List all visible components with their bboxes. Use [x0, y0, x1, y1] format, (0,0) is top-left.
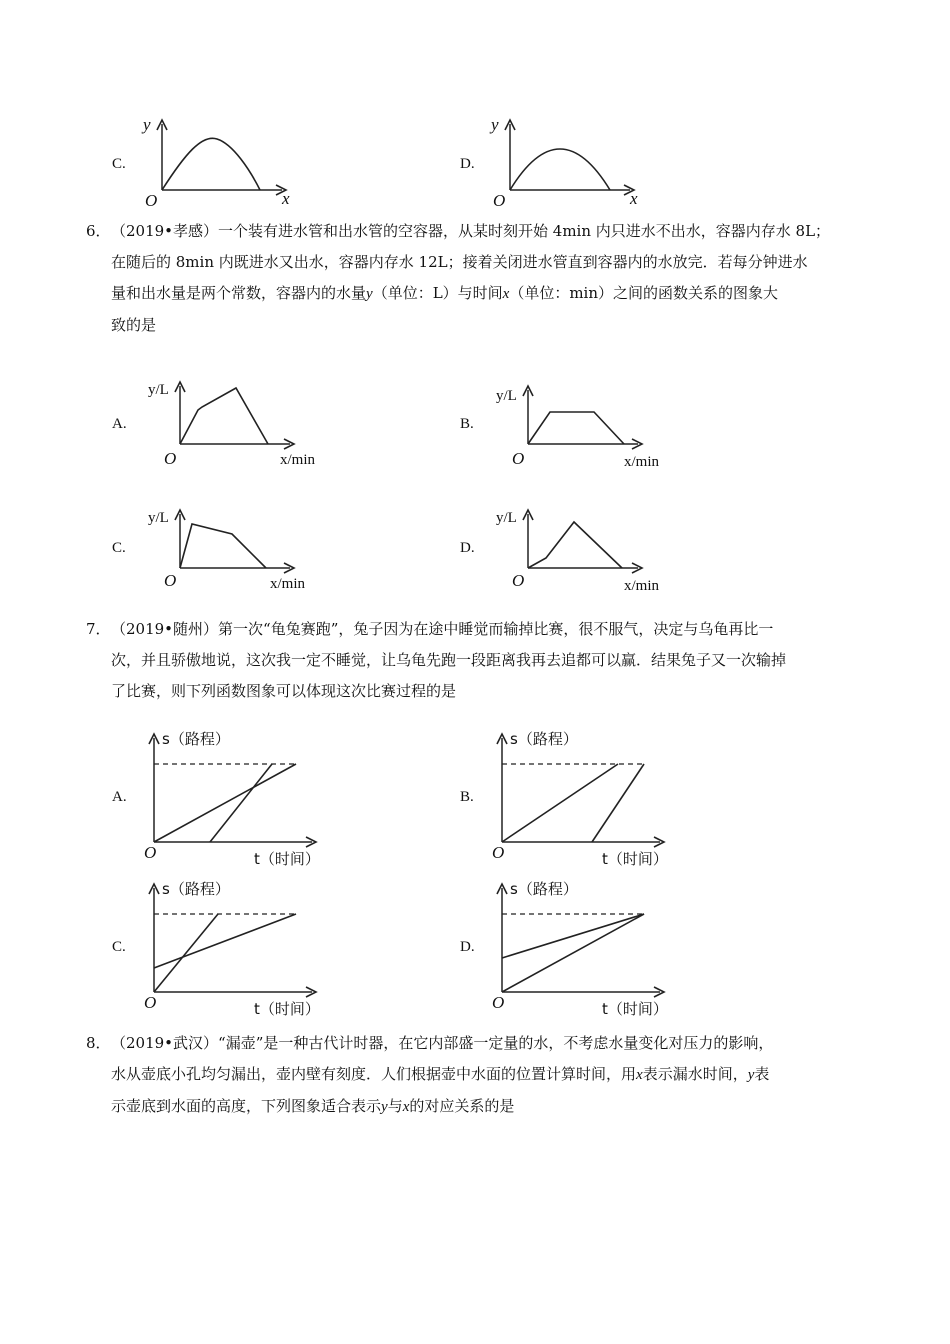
var-x: x	[636, 1067, 643, 1083]
q7-option-c-label: C.	[112, 939, 126, 955]
q5-option-c-graph	[140, 112, 300, 210]
q6-text-3c: （单位：min）之间的函数关系的图象大	[509, 284, 779, 302]
q6-text-3a: 量和出水量是两个常数，容器内的水量	[111, 284, 367, 302]
q8-text-2c: 表	[754, 1065, 770, 1083]
q8-text-1: （2019•武汉）“漏壶”是一种古代计时器，在它内部盛一定量的水，不考虑水量变化对压力的影响，	[111, 1034, 774, 1052]
x-axis-label: x	[630, 189, 638, 208]
question-7	[86, 614, 876, 707]
origin-label: O	[164, 449, 177, 468]
q6-line-4: 致的是	[111, 316, 157, 334]
question-8	[86, 1028, 876, 1123]
q8-line-1	[86, 1028, 876, 1059]
y-axis-label: y/L	[148, 510, 169, 526]
x-axis-label: x/min	[624, 454, 660, 470]
q8-text-2b: 表示漏水时间，	[642, 1065, 748, 1083]
water-volume-line	[528, 522, 622, 568]
origin-label: O	[493, 191, 506, 210]
q8-text-3c: 的对应关系的是	[409, 1097, 515, 1115]
var-y: y	[381, 1099, 388, 1115]
q8-line-3	[86, 1091, 876, 1123]
water-volume-line	[180, 388, 268, 444]
q7-line-1	[86, 614, 876, 645]
q5-option-d-graph	[488, 112, 648, 210]
origin-label: O	[145, 191, 158, 210]
curve	[510, 149, 610, 190]
origin-label: O	[144, 843, 157, 862]
t-axis-label: t（时间）	[602, 850, 668, 868]
x-axis-label: x/min	[270, 576, 306, 592]
q8-text-3b: 与	[387, 1097, 403, 1115]
y-axis-label: y/L	[496, 510, 517, 526]
q7-option-b-graph	[488, 726, 688, 870]
var-x: x	[402, 1099, 410, 1115]
y-axis-label: y/L	[496, 388, 517, 404]
q7-option-b-label: B.	[460, 789, 474, 805]
q8-line-2	[86, 1059, 876, 1091]
q6-option-c-label: C.	[112, 540, 126, 556]
tortoise-line	[154, 914, 296, 968]
q7-option-d-label: D.	[460, 939, 475, 955]
question-6	[86, 216, 876, 341]
rabbit-line	[210, 764, 272, 842]
var-x: x	[502, 286, 510, 302]
t-axis-label: t（时间）	[602, 1000, 668, 1018]
origin-label: O	[164, 571, 177, 590]
water-volume-line	[528, 412, 624, 444]
origin-label: O	[512, 571, 525, 590]
tortoise-line	[154, 764, 296, 842]
q6-line-3	[86, 278, 876, 310]
curve	[162, 138, 260, 190]
s-axis-label: s（路程）	[510, 730, 578, 748]
y-axis-label: y/L	[148, 382, 169, 398]
q6-option-b-label: B.	[460, 416, 474, 432]
var-y: y	[366, 286, 373, 302]
rabbit-line	[502, 914, 644, 992]
x-axis-label: x/min	[624, 578, 660, 594]
q6-option-d-graph	[488, 496, 688, 596]
q7-line-3: 了比赛，则下列函数图象可以体现这次比赛过程的是	[111, 682, 457, 700]
q5-option-c-label: C.	[112, 156, 126, 172]
s-axis-label: s（路程）	[162, 880, 230, 898]
q6-option-b-graph	[488, 372, 688, 472]
s-axis-label: s（路程）	[510, 880, 578, 898]
q7-number: 7．	[86, 620, 111, 638]
rabbit-line	[154, 914, 218, 992]
q6-option-c-graph	[140, 496, 340, 596]
q6-text-3b: （单位：L）与时间	[372, 284, 503, 302]
t-axis-label: t（时间）	[254, 1000, 320, 1018]
q7-option-a-graph	[140, 726, 340, 870]
q7-text-1: （2019•随州）第一次“龟兔赛跑”，兔子因为在途中睡觉而输掉比赛，很不服气，决定与乌龟再比一	[111, 620, 774, 638]
origin-label: O	[512, 449, 525, 468]
y-axis-label: y	[143, 115, 151, 134]
t-axis-label: t（时间）	[254, 850, 320, 868]
tortoise-line	[502, 914, 644, 958]
q6-line-2: 在随后的 8min 内既进水又出水，容器内存水 12L；接着关闭进水管直到容器内的水放完．若每分钟进水	[111, 253, 808, 271]
q7-option-c-graph	[140, 876, 340, 1020]
q5-option-d-label: D.	[460, 156, 475, 172]
q6-text-1: （2019•孝感）一个装有进水管和出水管的空容器，从某时刻开始 4min 内只进水不出水，容器内存水 8L；	[111, 222, 831, 240]
q7-line-2: 次，并且骄傲地说，这次我一定不睡觉，让乌龟先跑一段距离我再去追都可以赢．结果兔子又一次输掉	[111, 651, 787, 669]
x-axis-label: x	[282, 189, 290, 208]
q8-text-3a: 示壶底到水面的高度，下列图象适合表示	[111, 1097, 382, 1115]
origin-label: O	[492, 993, 505, 1012]
q7-option-a-label: A.	[112, 789, 127, 805]
q6-option-a-label: A.	[112, 416, 127, 432]
origin-label: O	[144, 993, 157, 1012]
origin-label: O	[492, 843, 505, 862]
var-y: y	[747, 1067, 755, 1083]
q8-text-2a: 水从壶底小孔均匀漏出，壶内壁有刻度．人们根据壶中水面的位置计算时间，用	[111, 1065, 637, 1083]
q6-number: 6．	[86, 222, 111, 240]
q6-option-d-label: D.	[460, 540, 475, 556]
water-volume-line	[180, 524, 266, 568]
s-axis-label: s（路程）	[162, 730, 230, 748]
q6-line-1	[86, 216, 876, 247]
q7-option-d-graph	[488, 876, 688, 1020]
q6-option-a-graph	[140, 372, 340, 472]
q8-number: 8．	[86, 1034, 111, 1052]
x-axis-label: x/min	[280, 452, 316, 468]
y-axis-label: y	[491, 115, 499, 134]
